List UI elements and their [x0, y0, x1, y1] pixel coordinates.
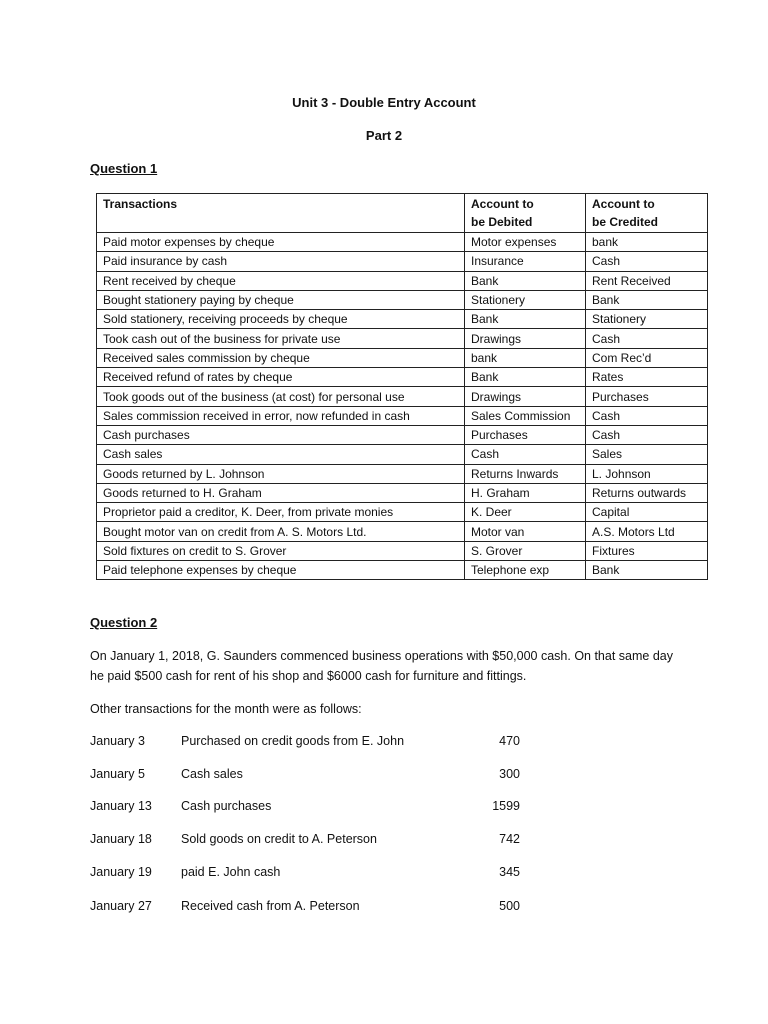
header-credited	[586, 194, 708, 233]
question-2-heading: Question 2	[90, 615, 158, 630]
transaction-entry	[90, 734, 610, 754]
header-debited-line1: Account to	[471, 197, 534, 211]
transaction-description: Cash sales	[181, 767, 243, 781]
credit-account-cell: Cash	[586, 406, 708, 425]
question-2-intro	[90, 646, 710, 686]
transaction-cell: Sales commission received in error, now refunded in cash	[97, 406, 465, 425]
debit-account-cell: Telephone exp	[465, 561, 586, 580]
table-row	[97, 541, 708, 560]
table-row	[97, 406, 708, 425]
transaction-cell: Sold stationery, receiving proceeds by cheque	[97, 310, 465, 329]
transaction-amount: 470	[499, 734, 520, 748]
transaction-entry	[90, 767, 610, 787]
table-row	[97, 425, 708, 444]
transaction-description: Received cash from A. Peterson	[181, 899, 360, 913]
table-row	[97, 522, 708, 541]
credit-account-cell: Stationery	[586, 310, 708, 329]
table-row	[97, 483, 708, 502]
transaction-date: January 19	[90, 865, 152, 879]
transaction-entry	[90, 799, 610, 819]
debit-account-cell: Cash	[465, 445, 586, 464]
intro-line-2: he paid $500 cash for rent of his shop and $6000 cash for furniture and fittings.	[90, 669, 527, 683]
transaction-amount: 1599	[492, 799, 520, 813]
table-row	[97, 271, 708, 290]
transaction-cell: Bought stationery paying by cheque	[97, 290, 465, 309]
table-row	[97, 503, 708, 522]
debit-account-cell: K. Deer	[465, 503, 586, 522]
debit-account-cell: Returns Inwards	[465, 464, 586, 483]
transaction-cell: Rent received by cheque	[97, 271, 465, 290]
table-row	[97, 329, 708, 348]
debit-account-cell: Bank	[465, 368, 586, 387]
table-row	[97, 445, 708, 464]
debit-account-cell: bank	[465, 348, 586, 367]
transaction-amount: 300	[499, 767, 520, 781]
transaction-amount: 345	[499, 865, 520, 879]
transaction-amount: 742	[499, 832, 520, 846]
debit-account-cell: Drawings	[465, 329, 586, 348]
debit-account-cell: Insurance	[465, 252, 586, 271]
header-transactions	[97, 194, 465, 233]
transaction-cell: Sold fixtures on credit to S. Grover	[97, 541, 465, 560]
transaction-description: Sold goods on credit to A. Peterson	[181, 832, 377, 846]
transaction-date: January 3	[90, 734, 145, 748]
credit-account-cell: Bank	[586, 290, 708, 309]
header-credited-line1: Account to	[592, 197, 655, 211]
transaction-cell: Goods returned to H. Graham	[97, 483, 465, 502]
transaction-cell: Paid motor expenses by cheque	[97, 233, 465, 252]
part-heading: Part 2	[365, 128, 403, 143]
debit-account-cell: Motor expenses	[465, 233, 586, 252]
transaction-cell: Took cash out of the business for private use	[97, 329, 465, 348]
debit-account-cell: Bank	[465, 310, 586, 329]
intro-line-1: On January 1, 2018, G. Saunders commenced business operations with $50,000 cash. On that same day	[90, 649, 673, 663]
table-row	[97, 348, 708, 367]
table-header-row	[97, 194, 708, 233]
transaction-amount: 500	[499, 899, 520, 913]
header-debited-line2: be Debited	[471, 215, 533, 229]
debit-account-cell: S. Grover	[465, 541, 586, 560]
transaction-cell: Proprietor paid a creditor, K. Deer, from private monies	[97, 503, 465, 522]
debit-account-cell: Drawings	[465, 387, 586, 406]
transaction-cell: Paid insurance by cash	[97, 252, 465, 271]
transaction-cell: Cash purchases	[97, 425, 465, 444]
transaction-description: paid E. John cash	[181, 865, 281, 879]
credit-account-cell: Cash	[586, 329, 708, 348]
transaction-entry	[90, 832, 610, 852]
table-row	[97, 464, 708, 483]
table-row	[97, 561, 708, 580]
credit-account-cell: Cash	[586, 425, 708, 444]
credit-account-cell: Rates	[586, 368, 708, 387]
transaction-date: January 27	[90, 899, 152, 913]
table-row	[97, 387, 708, 406]
debit-account-cell: Stationery	[465, 290, 586, 309]
credit-account-cell: Capital	[586, 503, 708, 522]
transaction-date: January 13	[90, 799, 152, 813]
debit-account-cell: Purchases	[465, 425, 586, 444]
question-1-heading: Question 1	[90, 161, 158, 176]
credit-account-cell: Com Rec’d	[586, 348, 708, 367]
credit-account-cell: bank	[586, 233, 708, 252]
transaction-date: January 18	[90, 832, 152, 846]
table-row	[97, 310, 708, 329]
document-title: Unit 3 - Double Entry Account	[292, 95, 476, 110]
transaction-cell: Received refund of rates by cheque	[97, 368, 465, 387]
credit-account-cell: Purchases	[586, 387, 708, 406]
table-row	[97, 233, 708, 252]
transaction-date: January 5	[90, 767, 145, 781]
debit-account-cell: H. Graham	[465, 483, 586, 502]
debit-account-cell: Sales Commission	[465, 406, 586, 425]
question-2-subintro: Other transactions for the month were as follows:	[90, 702, 362, 716]
credit-account-cell: A.S. Motors Ltd	[586, 522, 708, 541]
transaction-cell: Paid telephone expenses by cheque	[97, 561, 465, 580]
header-transactions-label: Transactions	[103, 197, 178, 211]
transaction-cell: Took goods out of the business (at cost) for personal use	[97, 387, 465, 406]
debit-account-cell: Bank	[465, 271, 586, 290]
table-row	[97, 252, 708, 271]
transaction-entry	[90, 865, 610, 885]
table-row	[97, 290, 708, 309]
credit-account-cell: Bank	[586, 561, 708, 580]
header-credited-line2: be Credited	[592, 215, 659, 229]
credit-account-cell: Returns outwards	[586, 483, 708, 502]
transaction-cell: Goods returned by L. Johnson	[97, 464, 465, 483]
transaction-description: Purchased on credit goods from E. John	[181, 734, 405, 748]
transaction-description: Cash purchases	[181, 799, 272, 813]
debit-account-cell: Motor van	[465, 522, 586, 541]
credit-account-cell: Rent Received	[586, 271, 708, 290]
transaction-cell: Bought motor van on credit from A. S. Motors Ltd.	[97, 522, 465, 541]
credit-account-cell: Cash	[586, 252, 708, 271]
transaction-cell: Cash sales	[97, 445, 465, 464]
transaction-entry	[90, 899, 610, 919]
header-debited	[465, 194, 586, 233]
transactions-table	[96, 193, 708, 580]
table-row	[97, 368, 708, 387]
credit-account-cell: L. Johnson	[586, 464, 708, 483]
credit-account-cell: Sales	[586, 445, 708, 464]
credit-account-cell: Fixtures	[586, 541, 708, 560]
transaction-cell: Received sales commission by cheque	[97, 348, 465, 367]
